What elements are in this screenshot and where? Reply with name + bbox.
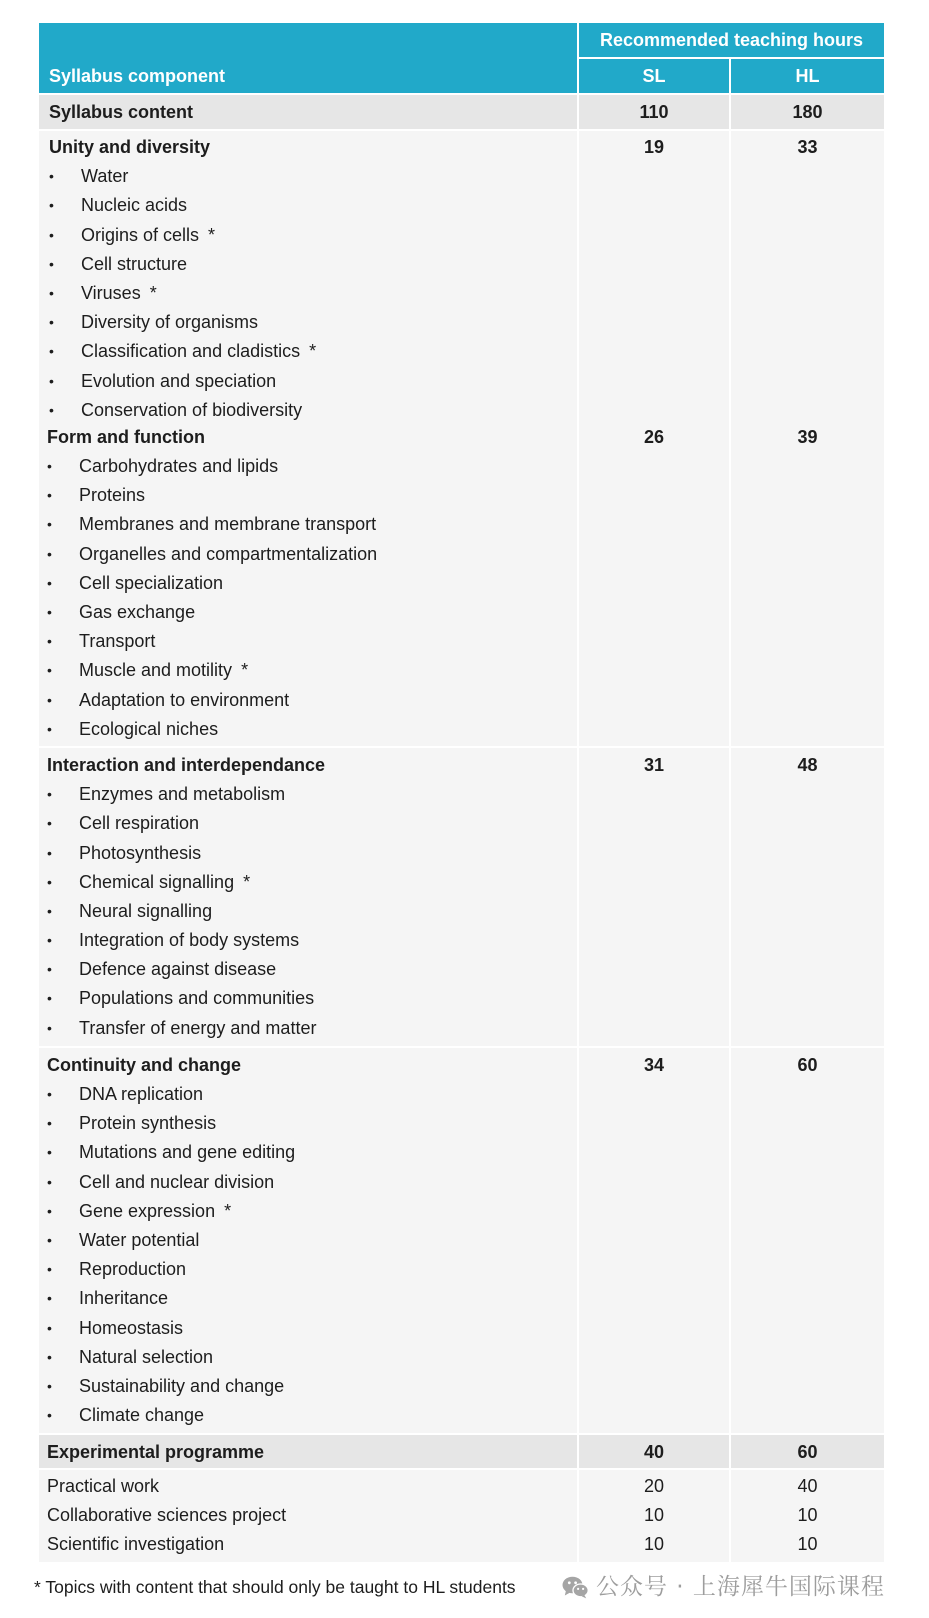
topic-item xyxy=(47,452,577,481)
topic-label: Homeostasis xyxy=(79,1317,184,1338)
topic-label: Water potential xyxy=(79,1229,200,1250)
experimental-programme-sl-hours: 40 xyxy=(579,1435,729,1468)
experimental-component-label: Collaborative sciences project xyxy=(47,1505,287,1526)
topic-item xyxy=(47,540,577,569)
sl-hours-cell xyxy=(579,131,729,746)
topic-item xyxy=(49,279,577,308)
hl-hours: 33 xyxy=(797,137,818,157)
topic-item xyxy=(49,221,577,250)
experimental-programme-label: Experimental programme xyxy=(39,1435,577,1468)
hl-hours: 40 xyxy=(797,1476,818,1497)
topic-label: Carbohydrates and lipids xyxy=(79,456,279,477)
sl-hours-cell xyxy=(579,1048,729,1433)
hl-hours-cell xyxy=(731,1470,884,1562)
table-row xyxy=(39,131,884,746)
hl-only-marker: * xyxy=(309,341,317,362)
experimental-programme-row xyxy=(39,1435,884,1468)
hl-hours-cell xyxy=(731,131,884,746)
hl-only-marker: * xyxy=(149,282,157,303)
topic-item xyxy=(49,396,577,425)
topic-label: Ecological niches xyxy=(79,718,219,739)
table-row xyxy=(39,1470,884,1562)
syllabus-content-label: Syllabus content xyxy=(39,95,577,129)
topic-item xyxy=(49,162,577,191)
topic-item xyxy=(47,897,577,926)
topic-item xyxy=(47,1014,577,1043)
section-continuity-and-change xyxy=(47,1051,577,1430)
sl-hours: 10 xyxy=(643,1505,665,1526)
topic-item xyxy=(47,481,577,510)
wechat-icon xyxy=(562,1576,589,1599)
topic-item xyxy=(49,250,577,279)
experimental-components-cell xyxy=(39,1470,577,1562)
table-row xyxy=(39,748,884,1046)
sl-hours: 34 xyxy=(643,1054,665,1075)
topic-label: Cell respiration xyxy=(79,813,200,834)
section-interaction-and-interdependance xyxy=(47,751,577,1043)
header-syllabus-component-label: Syllabus component xyxy=(49,66,226,86)
topic-label: Neural signalling xyxy=(79,900,213,921)
topic-list xyxy=(47,452,577,744)
section-title: Form and function xyxy=(47,426,205,447)
sl-hours: 26 xyxy=(643,427,665,447)
sl-hours: 19 xyxy=(643,137,665,157)
hl-hours: 10 xyxy=(797,1505,818,1526)
topic-label: Mutations and gene editing xyxy=(79,1142,296,1163)
topic-label: Muscle and motility xyxy=(79,660,233,681)
topic-label: Evolution and speciation xyxy=(81,370,277,391)
topic-item xyxy=(47,809,577,838)
topic-label: Reproduction xyxy=(79,1259,187,1280)
hl-only-marker: * xyxy=(208,224,216,245)
topic-label: Classification and cladistics xyxy=(81,341,301,362)
section-unity-and-diversity xyxy=(49,133,577,425)
topic-label: Gas exchange xyxy=(79,602,196,622)
topics-cell xyxy=(39,131,577,746)
topic-label: Proteins xyxy=(79,485,146,506)
topic-label: Origins of cells xyxy=(81,224,200,245)
topic-label: Protein synthesis xyxy=(79,1113,217,1134)
topic-item xyxy=(47,1343,577,1372)
topic-label: Transfer of energy and matter xyxy=(79,1017,317,1038)
topic-item xyxy=(47,955,577,984)
topic-item xyxy=(47,1401,577,1430)
topic-item xyxy=(47,868,577,897)
header-hl: HL xyxy=(731,59,884,93)
topics-cell xyxy=(39,1048,577,1433)
hl-hours: 60 xyxy=(797,1054,818,1075)
topic-item xyxy=(47,1255,577,1284)
topic-item xyxy=(47,1314,577,1343)
topic-label: Integration of body systems xyxy=(79,930,300,951)
topic-item xyxy=(47,1168,577,1197)
hl-only-marker: * xyxy=(241,660,249,681)
topic-item xyxy=(47,1109,577,1138)
hl-only-marker: * xyxy=(224,1200,232,1221)
sl-hours: 20 xyxy=(643,1476,665,1497)
topic-list xyxy=(49,162,577,425)
topics-cell xyxy=(39,748,577,1046)
topic-label: Sustainability and change xyxy=(79,1375,285,1396)
topic-label: Adaptation to environment xyxy=(79,689,290,710)
syllabus-content-row xyxy=(39,95,884,129)
topic-item xyxy=(47,510,577,539)
topic-label: Natural selection xyxy=(79,1346,214,1367)
topic-label: Gene expression xyxy=(79,1200,216,1221)
section-title: Interaction and interdependance xyxy=(47,754,326,775)
topic-item xyxy=(47,780,577,809)
topic-item xyxy=(47,686,577,715)
topic-label: Cell specialization xyxy=(79,572,224,593)
topic-label: DNA replication xyxy=(79,1084,204,1104)
watermark-text: 公众号 · 上海犀牛国际课程 xyxy=(596,1574,885,1600)
topic-item xyxy=(47,598,577,627)
topic-label: Populations and communities xyxy=(79,988,315,1009)
experimental-component-label: Scientific investigation xyxy=(47,1534,225,1555)
topic-item xyxy=(47,839,577,868)
topic-item xyxy=(47,627,577,656)
experimental-programme-hl-hours: 60 xyxy=(731,1435,884,1468)
hl-hours: 48 xyxy=(797,754,818,775)
watermark xyxy=(562,1572,885,1602)
sl-hours: 31 xyxy=(643,754,665,775)
topic-label: Diversity of organisms xyxy=(81,312,259,333)
sl-hours: 10 xyxy=(643,1534,665,1555)
table-row xyxy=(39,1048,884,1433)
topic-item xyxy=(49,367,577,396)
topic-list xyxy=(47,1080,577,1430)
hl-only-marker: * xyxy=(243,871,251,892)
topic-item xyxy=(49,337,577,366)
topic-label: Chemical signalling xyxy=(79,871,235,892)
topic-label: Organelles and compartmentalization xyxy=(79,543,378,564)
topic-item xyxy=(47,926,577,955)
topic-label: Cell and nuclear division xyxy=(79,1171,275,1192)
sl-hours-cell xyxy=(579,1470,729,1562)
topic-item xyxy=(47,715,577,744)
section-form-and-function xyxy=(47,423,577,744)
topic-item xyxy=(47,1138,577,1167)
topic-item xyxy=(47,984,577,1013)
header-syllabus-component xyxy=(39,23,577,93)
syllabus-table xyxy=(37,21,886,1564)
topic-item xyxy=(47,1372,577,1401)
topic-item xyxy=(47,656,577,685)
topic-label: Enzymes and metabolism xyxy=(79,784,286,805)
topic-label: Viruses xyxy=(81,282,141,303)
topic-item xyxy=(49,191,577,220)
experimental-component-label: Practical work xyxy=(47,1476,160,1497)
hl-hours-cell xyxy=(731,748,884,1046)
topic-item xyxy=(47,1197,577,1226)
topic-item xyxy=(47,1226,577,1255)
header-recommended-teaching-hours: Recommended teaching hours xyxy=(579,23,884,57)
hl-hours: 39 xyxy=(797,427,818,447)
section-title: Continuity and change xyxy=(47,1054,242,1075)
header-sl: SL xyxy=(579,59,729,93)
syllabus-content-hl-hours: 180 xyxy=(731,95,884,129)
topic-label: Defence against disease xyxy=(79,959,277,980)
topic-label: Water xyxy=(81,166,129,187)
header-row xyxy=(39,23,884,57)
topic-item xyxy=(47,1080,577,1109)
topic-label: Climate change xyxy=(79,1405,205,1426)
sl-hours-cell xyxy=(579,748,729,1046)
hl-hours: 10 xyxy=(797,1534,818,1555)
section-title: Unity and diversity xyxy=(49,137,211,157)
footnote: * Topics with content that should only be taught to HL students xyxy=(34,1577,516,1597)
topic-label: Transport xyxy=(79,631,156,652)
topic-label: Cell structure xyxy=(81,253,188,274)
topic-label: Conservation of biodiversity xyxy=(81,399,303,420)
topic-label: Photosynthesis xyxy=(79,842,202,863)
topic-item xyxy=(49,308,577,337)
topic-item xyxy=(47,569,577,598)
topic-label: Membranes and membrane transport xyxy=(79,514,377,535)
topic-label: Inheritance xyxy=(79,1288,169,1309)
syllabus-content-sl-hours: 110 xyxy=(579,95,729,129)
topic-item xyxy=(47,1284,577,1313)
topic-list xyxy=(47,780,577,1043)
hl-hours-cell xyxy=(731,1048,884,1433)
topic-label: Nucleic acids xyxy=(81,195,188,216)
